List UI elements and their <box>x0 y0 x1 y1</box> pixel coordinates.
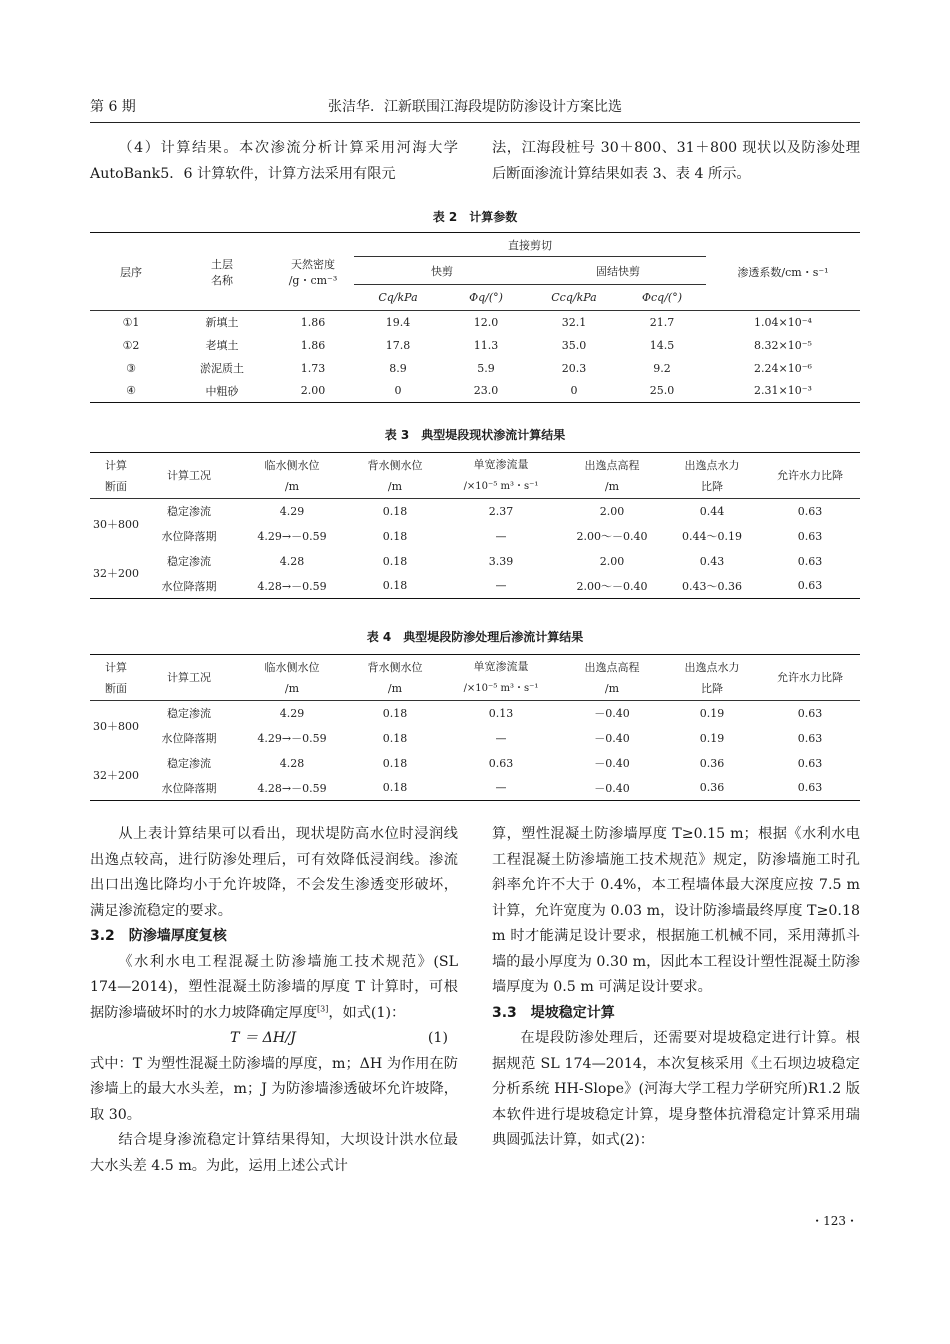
cell: 0.18 <box>382 731 408 745</box>
t3-h-section-1: 计算 <box>105 458 127 472</box>
cell: 0.43 <box>699 554 725 568</box>
cell: 0.44 <box>699 504 725 518</box>
cell: ①1 <box>122 315 140 329</box>
body-right-column <box>492 822 860 1154</box>
cell: 25.0 <box>649 384 675 398</box>
cell: 1.73 <box>300 361 326 375</box>
cell: 0.36 <box>699 756 725 770</box>
t2-h-density-unit: /g・cm⁻³ <box>288 273 338 287</box>
cell: 水位降落期 <box>161 530 217 543</box>
cell: ④ <box>126 384 136 398</box>
t: 临水侧水位 <box>264 660 320 674</box>
t: 背水侧水位 <box>367 458 423 472</box>
t: /m <box>284 681 300 695</box>
cell: 稳定渗流 <box>167 505 211 519</box>
table3-caption: 表 3 典型堤段现状渗流计算结果 <box>384 428 566 442</box>
cell: 4.29 <box>279 504 305 518</box>
cell: — <box>495 529 507 543</box>
cell: 0.63 <box>797 756 823 770</box>
cell: 0.63 <box>797 504 823 518</box>
t2-h-soil-text: 土层名称 <box>211 257 233 287</box>
cell: 0.63 <box>797 731 823 745</box>
t: /×10⁻⁵ m³・s⁻¹ <box>463 683 539 694</box>
t: 比降 <box>701 681 723 695</box>
t: /×10⁻⁵ m³・s⁻¹ <box>463 481 539 492</box>
cell: 4.29 <box>279 706 305 720</box>
table-row <box>90 357 860 380</box>
paragraph-tail: ，如式(1)： <box>328 1004 406 1021</box>
intro-left <box>90 136 458 187</box>
t3-h-section-2: 断面 <box>105 479 127 493</box>
cell: 0.36 <box>699 781 725 795</box>
cell: 0.44～0.19 <box>682 530 742 543</box>
cell: 20.3 <box>561 361 587 375</box>
t: 临水侧水位 <box>264 458 320 472</box>
cell: 9.2 <box>653 361 671 375</box>
t4-h-upwater <box>236 655 348 701</box>
t: 比降 <box>701 479 723 493</box>
cell: 0.19 <box>699 706 725 720</box>
cell: 2.00 <box>599 504 625 518</box>
cell: 0.63 <box>797 529 823 543</box>
section: 32＋200 <box>90 751 142 801</box>
cell: 4.28→－0.59 <box>257 579 327 593</box>
t3-h-exitgrad <box>664 453 760 499</box>
t2-h-perm: 渗透系数/cm・s⁻¹ <box>706 233 860 311</box>
t2-h-density <box>272 233 354 311</box>
t2-h-consol: 固结快剪 <box>530 257 706 285</box>
cell: 1.86 <box>300 315 326 329</box>
cell: 14.5 <box>649 338 675 352</box>
t4-h-allow: 允许水力比降 <box>777 671 843 684</box>
t3-h-exitelev <box>560 453 664 499</box>
paragraph-text: 《水利水电工程混凝土防渗墙施工技术规范》(SL 174—2014)，塑性混凝土防渗墙的厚度 T 计算时，可根据防渗墙破坏时的水力坡降确定厚度 <box>90 953 458 1021</box>
table-row <box>90 311 860 334</box>
t2-h-phiq: Φq/(°) <box>469 291 503 304</box>
table-row <box>90 776 860 801</box>
table-row <box>90 726 860 751</box>
t4-h-downwater <box>348 655 442 701</box>
cell: 35.0 <box>561 338 587 352</box>
cell: 水位降落期 <box>161 579 217 593</box>
cell: 21.7 <box>649 315 675 329</box>
cell: 0.43～0.36 <box>682 579 742 593</box>
cell: 19.4 <box>385 315 411 329</box>
cell: 4.29→－0.59 <box>257 530 327 543</box>
cell: 2.00 <box>599 554 625 568</box>
cell: 0.18 <box>382 706 408 720</box>
t4-h-section <box>90 655 142 701</box>
paragraph: 结合堤身渗流稳定计算结果得知，大坝设计洪水位最大水头差 4.5 m。为此，运用上述公式计 <box>90 1132 458 1174</box>
paragraph <box>90 950 458 1027</box>
t4-h-case: 计算工况 <box>167 671 211 684</box>
t: /m <box>604 681 620 695</box>
header-rule <box>90 122 860 123</box>
t: /m <box>284 479 300 493</box>
table-row <box>90 549 860 574</box>
cell: 0.18 <box>382 756 408 770</box>
cell: 2.00 <box>300 384 326 398</box>
cell: 4.28 <box>279 756 305 770</box>
t2-h-cq: Cq/kPa <box>378 291 418 304</box>
t2-h-soil <box>172 233 272 311</box>
equation-body: T ＝ ΔH/J <box>230 1030 296 1046</box>
t2-h-phicq: Φcq/(°) <box>641 291 682 304</box>
table4 <box>90 654 860 801</box>
cell: 水位降落期 <box>161 781 217 795</box>
table-row <box>90 499 860 524</box>
intro-left-text: （4）计算结果。本次渗流分析计算采用河海大学 AutoBank5．6 计算软件，计算方法采用有限元 <box>90 140 458 182</box>
cell: 1.86 <box>300 338 326 352</box>
cell: 23.0 <box>473 384 499 398</box>
page-number: ・123・ <box>811 1214 858 1228</box>
section-heading-3-2: 3.2 防渗墙厚度复核 <box>90 928 227 944</box>
cell: 中粗砂 <box>205 384 239 398</box>
cell: 32.1 <box>561 315 587 329</box>
t2-h-ccq: Ccq/kPa <box>551 291 597 304</box>
paragraph: 式中：T 为塑性混凝土防渗墙的厚度，m；ΔH 为作用在防渗墙上的最大水头差，m；J 为防渗墙渗透破坏允许坡降，取 30。 <box>90 1055 458 1123</box>
t3-h-upwater <box>236 453 348 499</box>
cell: 0.63 <box>797 781 823 795</box>
table-row <box>90 751 860 776</box>
t2-h-layer: 层序 <box>90 233 172 311</box>
cell: 老填土 <box>205 339 239 352</box>
cell: 0.63 <box>797 706 823 720</box>
cell: 11.3 <box>473 338 499 352</box>
section: 30＋800 <box>93 719 139 733</box>
t4-h-flow <box>442 655 560 701</box>
equation-number: (1) <box>427 1030 448 1046</box>
cell: 3.39 <box>488 554 514 568</box>
cell: 稳定渗流 <box>167 707 211 721</box>
cell: 2.00～－0.40 <box>576 530 648 543</box>
cell: ③ <box>126 361 136 375</box>
t2-h-density-text: 天然密度 <box>291 257 335 271</box>
running-header <box>90 96 860 120</box>
t4-h-exitgrad <box>664 655 760 701</box>
t: /m <box>604 479 620 493</box>
cell: 新填土 <box>205 316 239 330</box>
table-row <box>90 524 860 549</box>
cell: 0.13 <box>488 706 514 720</box>
cell: 0.18 <box>382 529 408 543</box>
intro-right-text: 法，江海段桩号 30＋800、31＋800 现状以及防渗处理后断面渗流计算结果如表 3、表 4 所示。 <box>492 140 860 182</box>
t: 计算 <box>105 660 127 674</box>
equation-1 <box>90 1026 458 1052</box>
cell: 淤泥质土 <box>200 362 244 375</box>
cell: －0.40 <box>594 707 630 721</box>
paragraph: 算，塑性混凝土防渗墙厚度 T≥0.15 m；根据《水利水电工程混凝土防渗墙施工技术规范》规定，防渗墙施工时孔斜率允许不大于 0.4%，本工程墙体最大深度应按 7.5 m 计算，允许宽度为 0.03 m，设计防渗墙最终厚度 T≥0.18 m 时才能满足设计要求，根据施工机械不同，采用薄抓斗墙的最小厚度为 0.30 m，因此本工程设计塑性混凝土防渗墙厚度为 0.5 m 可满足设计要求。 <box>492 826 860 995</box>
cell: 2.37 <box>488 504 514 518</box>
cell: 8.32×10⁻⁵ <box>754 338 812 352</box>
cell: 0.18 <box>382 554 408 568</box>
table-row <box>90 701 860 726</box>
cell: — <box>495 579 507 593</box>
cell: 2.24×10⁻⁶ <box>754 361 812 375</box>
cell: 稳定渗流 <box>167 757 211 770</box>
cell: 2.00～－0.40 <box>576 579 648 593</box>
cell: 0 <box>570 384 578 398</box>
cell: 4.29→－0.59 <box>257 732 327 745</box>
cell: 稳定渗流 <box>167 555 211 568</box>
t: 断面 <box>105 681 127 695</box>
cell: — <box>495 731 507 745</box>
section: 32＋200 <box>90 549 142 599</box>
cell: －0.40 <box>594 757 630 770</box>
cell: — <box>495 781 507 795</box>
cell: 0.63 <box>797 579 823 593</box>
cell: 4.28 <box>279 554 305 568</box>
table-row <box>90 574 860 599</box>
t3-h-section <box>90 453 142 499</box>
t: /m <box>387 681 403 695</box>
t3-h-downwater <box>348 453 442 499</box>
section: 30＋800 <box>93 517 139 531</box>
running-title: 张洁华．江新联围江海段堤防防渗设计方案比选 <box>328 99 622 115</box>
cell: 1.04×10⁻⁴ <box>754 315 812 329</box>
table4-caption: 表 4 典型堤段防渗处理后渗流计算结果 <box>366 630 584 644</box>
cell: ①2 <box>122 338 140 352</box>
cell: 0.18 <box>382 504 408 518</box>
cell: 12.0 <box>473 315 499 329</box>
issue-label: 第 6 期 <box>90 99 136 115</box>
cell: 8.9 <box>389 361 407 375</box>
t: /m <box>387 479 403 493</box>
t2-h-direct: 直接剪切 <box>354 233 706 257</box>
table3 <box>90 452 860 599</box>
t3-h-allow: 允许水力比降 <box>777 469 843 482</box>
cell: 0 <box>394 384 402 398</box>
cell: 17.8 <box>385 338 411 352</box>
t3-h-flow <box>442 453 560 499</box>
cell: 水位降落期 <box>161 732 217 745</box>
t4-h-exitelev <box>560 655 664 701</box>
t: 背水侧水位 <box>367 660 423 674</box>
cell: 0.63 <box>797 554 823 568</box>
t: 单宽渗流量 <box>473 660 529 673</box>
cell: 2.31×10⁻³ <box>754 384 812 398</box>
cell: －0.40 <box>594 781 630 795</box>
t2-h-fast: 快剪 <box>354 257 530 285</box>
cell: 0.18 <box>382 781 408 795</box>
t3-h-case: 计算工况 <box>167 469 211 482</box>
t: 出逸点水力 <box>684 660 740 674</box>
section-heading-3-3: 3.3 堤坡稳定计算 <box>492 1004 615 1021</box>
cell: 0.19 <box>699 731 725 745</box>
cell: 5.9 <box>477 361 495 375</box>
body-left-column <box>90 822 458 1179</box>
t: 出逸点高程 <box>584 660 640 674</box>
cell: 4.28→－0.59 <box>257 781 327 795</box>
table-row <box>90 334 860 357</box>
citation-ref: [3] <box>317 1003 329 1013</box>
table2 <box>90 232 860 403</box>
intro-right <box>492 136 860 187</box>
cell: 0.18 <box>382 579 408 593</box>
cell: 0.63 <box>488 756 514 770</box>
t: 单宽渗流量 <box>473 458 529 471</box>
t: 出逸点高程 <box>584 458 640 472</box>
t: 出逸点水力 <box>684 458 740 472</box>
paragraph: 从上表计算结果可以看出，现状堤防高水位时浸润线出逸点较高，进行防渗处理后，可有效降低浸润线。渗流出口出逸比降均小于允许坡降，不会发生渗透变形破坏，满足渗流稳定的要求。 <box>90 826 458 919</box>
paragraph: 在堤段防渗处理后，还需要对堤坡稳定进行计算。根据规范 SL 174—2014，本次复核采用《土石坝边坡稳定分析系统 HH-Slope》(河海大学工程力学研究所)R1.2 版本软件进行堤坡稳定计算，堤身整体抗滑稳定计算采用瑞典圆弧法计算，如式(2)： <box>492 1030 860 1148</box>
table2-caption: 表 2 计算参数 <box>432 210 518 224</box>
cell: －0.40 <box>594 732 630 745</box>
table-row <box>90 380 860 403</box>
